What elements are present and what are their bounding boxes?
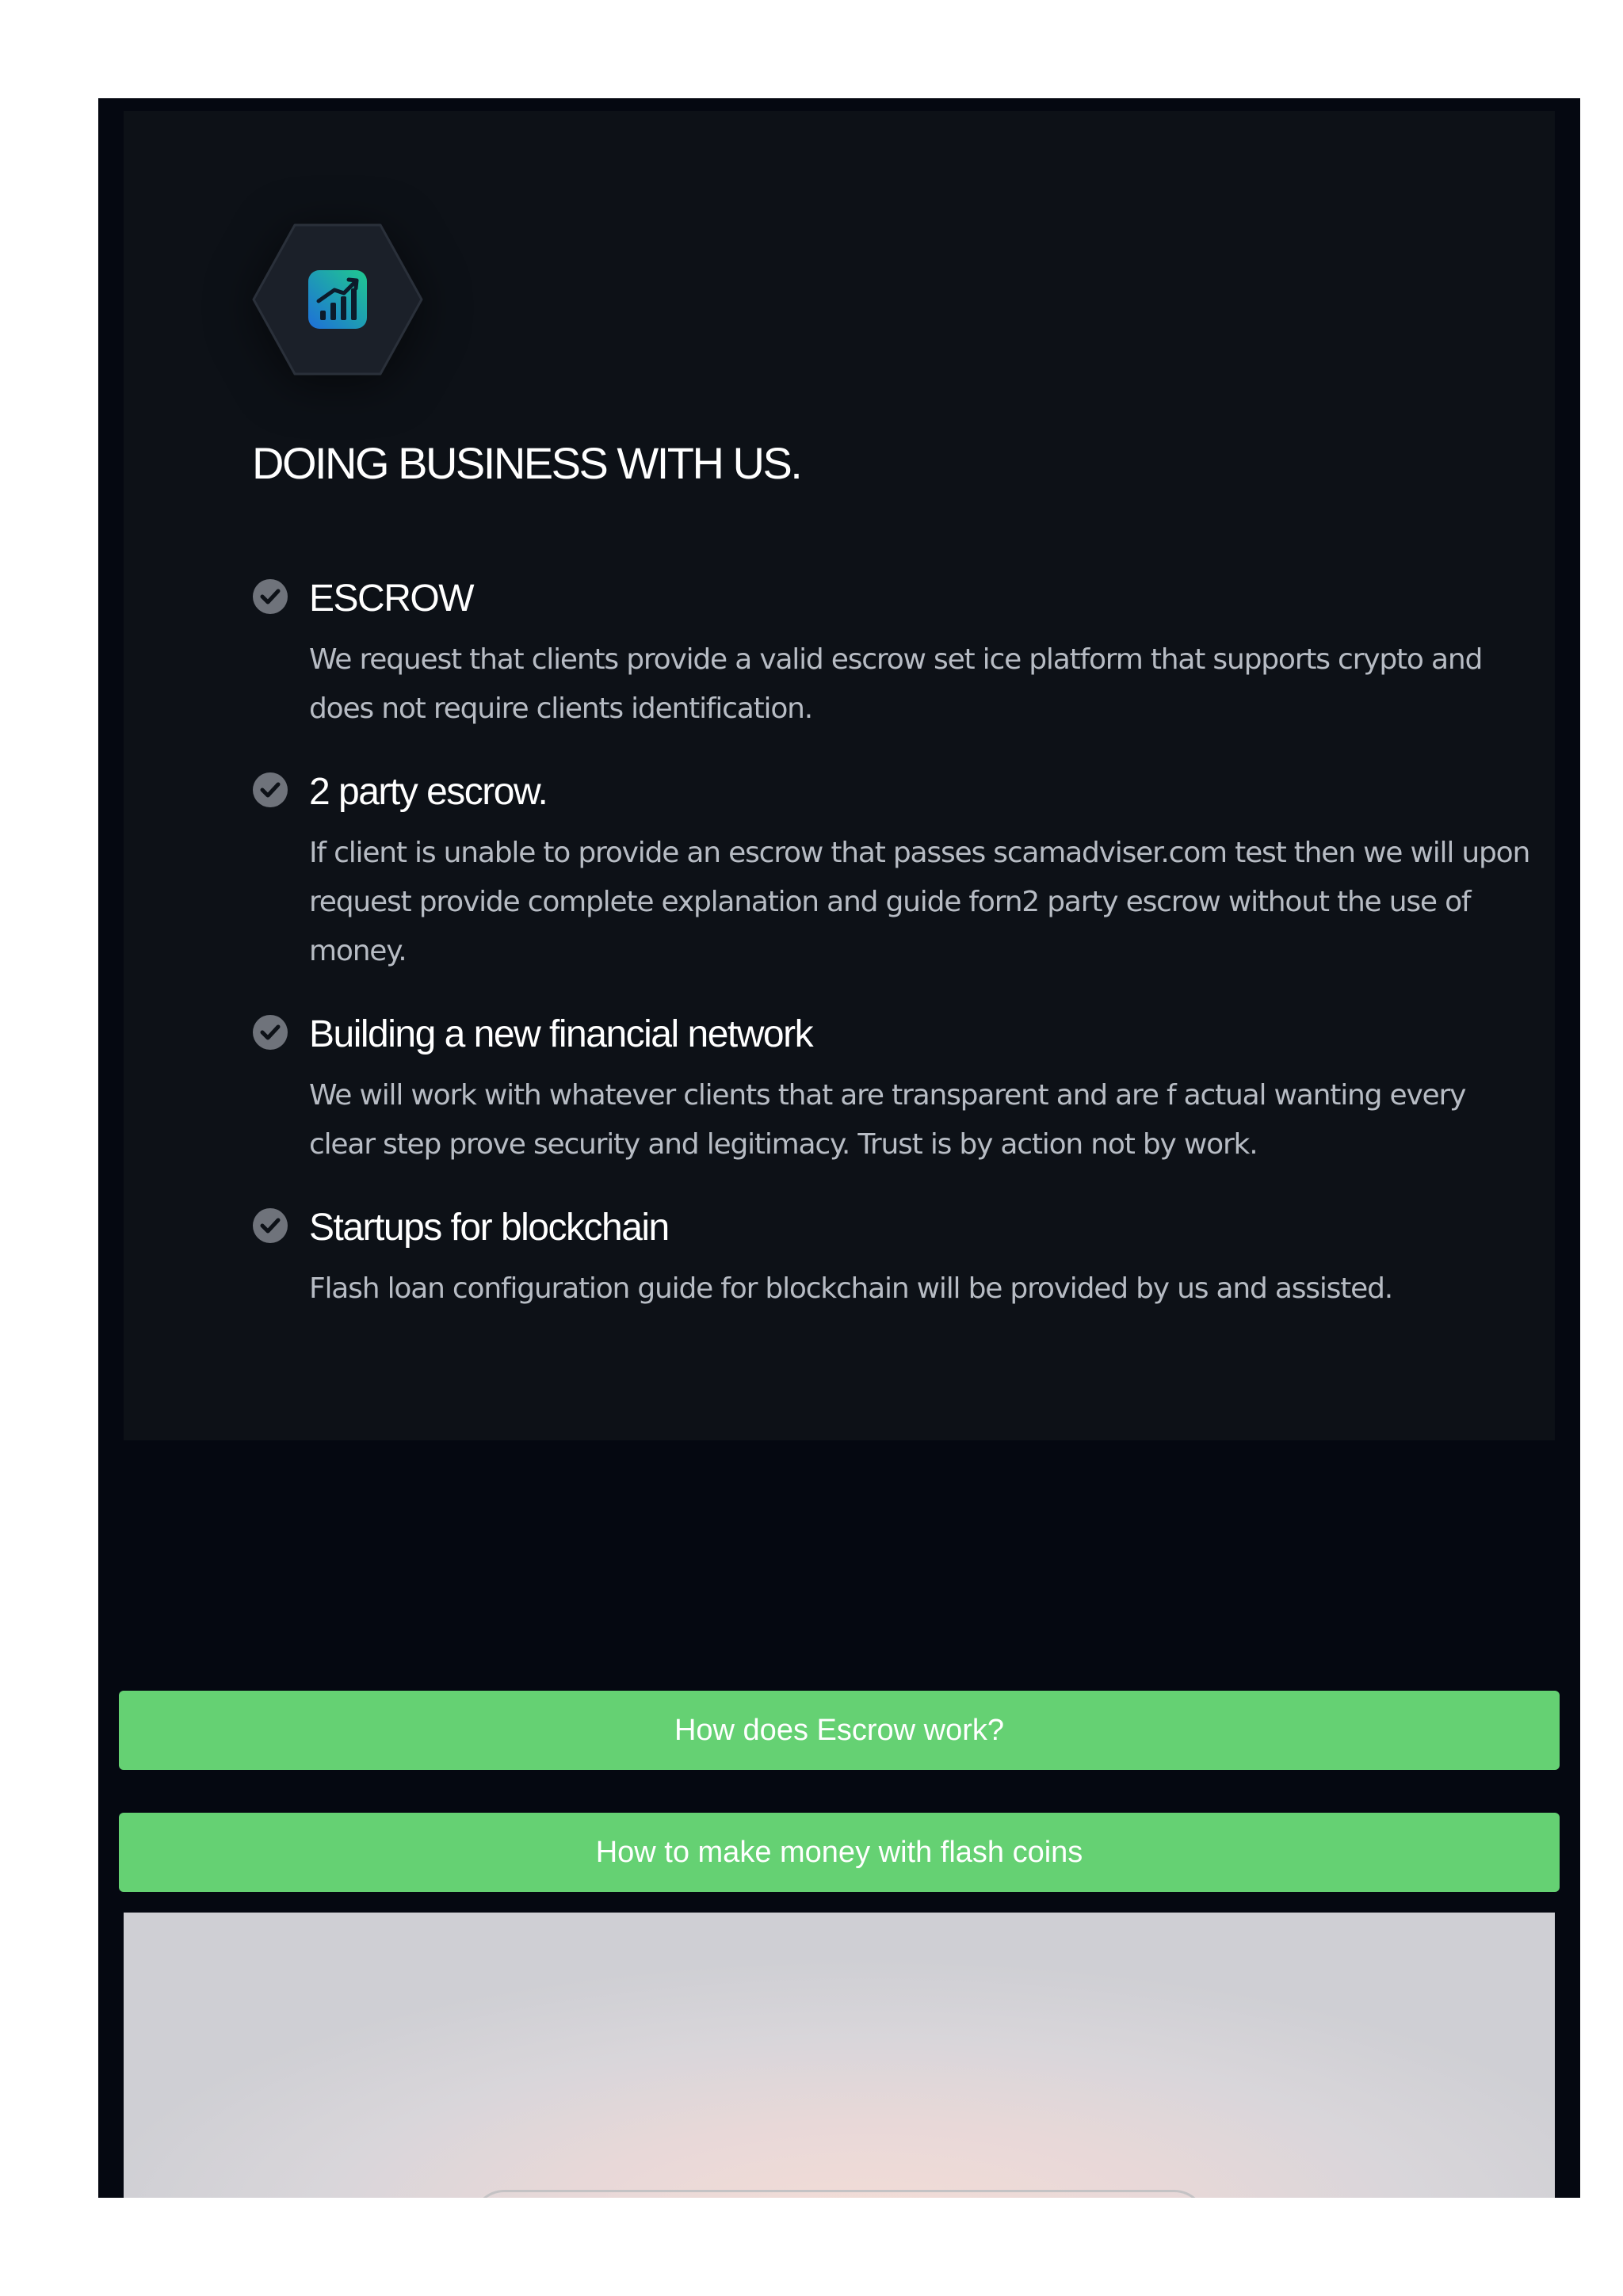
- how-escrow-works-button[interactable]: How does Escrow work?: [119, 1691, 1560, 1770]
- feature-list: [252, 575, 1536, 1348]
- hero-image: [124, 1913, 1555, 2198]
- hexagon-badge: [250, 222, 425, 377]
- feature-text: Flash loan configuration guide for blockchain will be provided by us and assisted.: [309, 1272, 1392, 1305]
- feature-title: Building a new financial network: [309, 1013, 813, 1055]
- check-badge-icon: [252, 578, 288, 615]
- feature-item: [252, 769, 1536, 976]
- feature-text: We will work with whatever clients that are transparent and are f actual wanting every clear step prove security and legitimacy. Trust is by action not by work.: [309, 1079, 1466, 1161]
- feature-title: Startups for blockchain: [309, 1207, 669, 1249]
- page-frame: [98, 98, 1580, 2198]
- feature-item: [252, 1011, 1536, 1169]
- feature-item: [252, 575, 1536, 734]
- feature-title: 2 party escrow.: [309, 771, 548, 813]
- feature-text: If client is unable to provide an escrow that passes scamadviser.com test then we will upon request provide complete explanation and guide forn2 party escrow without the use of money.: [309, 837, 1530, 967]
- check-badge-icon: [252, 1014, 288, 1051]
- flash-coins-button[interactable]: How to make money with flash coins: [119, 1813, 1560, 1892]
- business-card: [124, 111, 1555, 1440]
- device-outline: [472, 2190, 1206, 2198]
- section-title: DOING BUSINESS WITH US.: [252, 438, 801, 488]
- feature-text: We request that clients provide a valid escrow set ice platform that supports crypto and does not require clients identification.: [309, 643, 1483, 725]
- check-badge-icon: [252, 772, 288, 808]
- check-badge-icon: [252, 1207, 288, 1244]
- feature-item: [252, 1204, 1536, 1314]
- feature-title: ESCROW: [309, 578, 473, 620]
- bar-chart-growth-icon: [308, 270, 367, 329]
